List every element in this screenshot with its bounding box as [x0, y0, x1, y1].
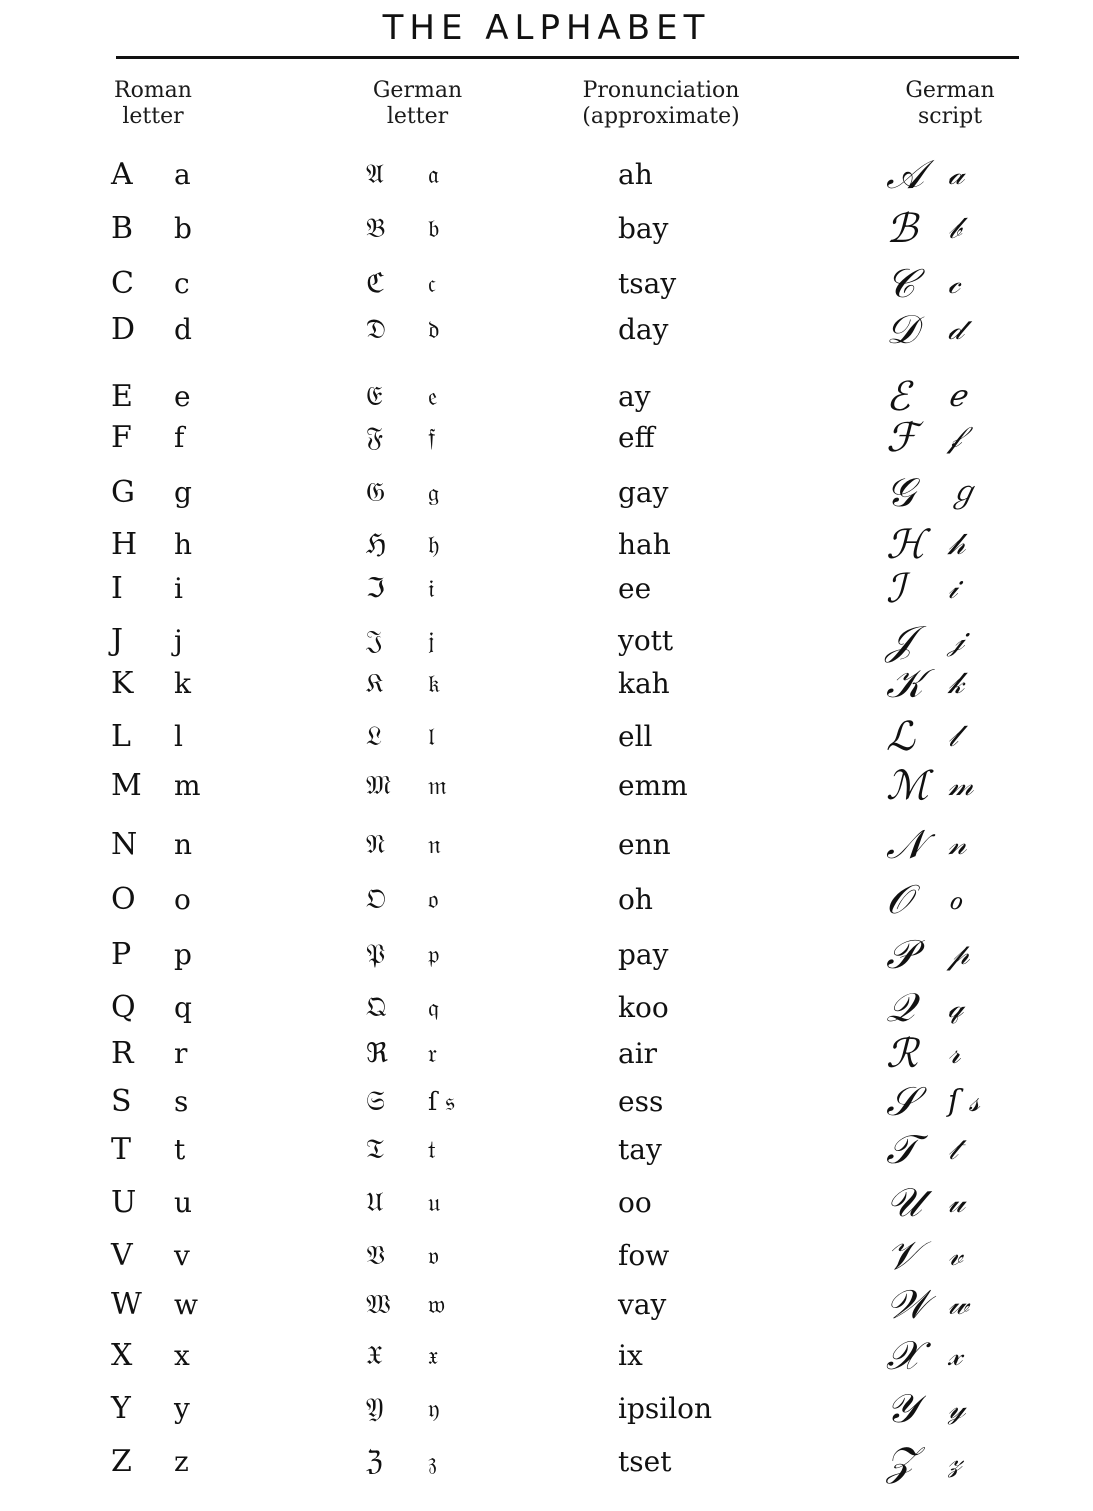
german-letter-lower: 𝔳: [428, 1241, 440, 1270]
german-letter-lower: 𝔪: [428, 771, 447, 800]
roman-letter-upper: A: [111, 157, 133, 192]
pronunciation-text: kah: [618, 667, 670, 700]
roman-letter-lower: j: [174, 624, 183, 657]
roman-letter-lower: r: [174, 1037, 188, 1070]
pronunciation-text: koo: [618, 991, 669, 1024]
pronunciation-text: fow: [618, 1239, 670, 1272]
script-letter-upper: 𝒴: [886, 1386, 918, 1432]
script-letter-upper: 𝒯: [886, 1127, 917, 1173]
pronunciation-text: tset: [618, 1445, 672, 1478]
german-letter-lower: 𝔞: [428, 160, 439, 189]
roman-letter-lower: w: [174, 1288, 198, 1321]
pronunciation-text: tay: [618, 1133, 662, 1166]
pronunciation-text: ipsilon: [618, 1392, 713, 1425]
german-letter-upper: 𝔅: [366, 213, 386, 244]
title-rule: [116, 56, 1019, 59]
column-header-german-letter: [355, 78, 480, 130]
script-letter-lower: ℴ: [948, 882, 962, 917]
roman-letter-upper: K: [111, 666, 134, 701]
pronunciation-text: ah: [618, 158, 653, 191]
pronunciation-text: day: [618, 313, 669, 346]
pronunciation-text: gay: [618, 476, 669, 509]
roman-letter-upper: Y: [111, 1391, 131, 1426]
german-letter-upper: ℜ: [366, 1038, 388, 1069]
script-letter-lower: 𝓍: [948, 1338, 963, 1373]
german-letter-upper: 𝔊: [366, 477, 386, 508]
german-letter-upper: 𝔖: [366, 1086, 385, 1117]
roman-letter-lower: m: [174, 769, 201, 802]
script-letter-lower: 𝒶: [948, 157, 965, 192]
german-letter-lower: 𝔲: [428, 1188, 441, 1217]
roman-letter-lower: v: [174, 1239, 190, 1272]
script-letter-lower: 𝒹: [948, 312, 964, 347]
script-letter-upper: ℬ: [886, 206, 918, 252]
german-letter-upper: 𝔙: [366, 1240, 385, 1271]
table-row: [0, 206, 1093, 252]
roman-letter-lower: q: [174, 991, 192, 1024]
pronunciation-text: hah: [618, 528, 671, 561]
roman-letter-upper: N: [111, 827, 138, 862]
roman-letter-upper: L: [111, 719, 131, 754]
table-row: [0, 1282, 1093, 1328]
column-header-line: script: [917, 104, 983, 129]
roman-letter-lower: n: [174, 828, 193, 861]
pronunciation-text: ix: [618, 1339, 643, 1372]
german-letter-upper: 𝔘: [366, 1187, 384, 1218]
pronunciation-text: ay: [618, 380, 651, 413]
script-letter-lower: 𝓎: [948, 1391, 966, 1426]
german-letter-lower: 𝔱: [428, 1135, 436, 1164]
page-title: THE ALPHABET: [382, 8, 711, 48]
pronunciation-text: air: [618, 1037, 658, 1070]
german-letter-lower: 𝔷: [428, 1447, 437, 1476]
table-row: [0, 307, 1093, 353]
script-letter-upper: 𝒦: [886, 661, 924, 707]
german-letter-lower: 𝔥: [428, 530, 440, 559]
column-header-line: (approximate): [582, 104, 740, 129]
german-letter-upper: 𝔚: [366, 1289, 391, 1320]
roman-letter-lower: t: [174, 1133, 186, 1166]
roman-letter-upper: S: [111, 1084, 132, 1119]
roman-letter-lower: b: [174, 212, 192, 245]
roman-letter-lower: z: [174, 1445, 189, 1478]
pronunciation-text: enn: [618, 828, 671, 861]
script-letter-upper: 𝒥: [886, 618, 914, 664]
script-letter-upper: ℰ: [886, 374, 911, 420]
roman-letter-upper: P: [111, 937, 132, 972]
roman-letter-upper: Z: [111, 1444, 132, 1479]
table-row: [0, 1233, 1093, 1279]
german-letter-lower: 𝔬: [428, 885, 439, 914]
roman-letter-lower: x: [174, 1339, 190, 1372]
german-letter-lower: 𝔭: [428, 940, 440, 969]
script-letter-upper: 𝒢: [886, 470, 915, 516]
german-letter-lower: 𝔵: [428, 1341, 439, 1370]
script-letter-lower: 𝓆: [948, 990, 964, 1025]
script-letter-lower: 𝓋: [948, 1238, 963, 1273]
roman-letter-upper: U: [111, 1185, 137, 1220]
german-letter-upper: 𝔉: [366, 422, 384, 453]
script-letter-lower: 𝓅: [948, 937, 970, 972]
script-letter-upper: 𝒲: [886, 1282, 928, 1328]
table-row: [0, 1439, 1093, 1485]
pronunciation-text: ee: [618, 572, 652, 605]
german-letter-upper: 𝔈: [366, 381, 383, 412]
column-header-line: letter: [122, 104, 184, 129]
script-letter-lower: ℯ: [948, 379, 966, 414]
german-letter-upper: 𝔛: [366, 1340, 383, 1371]
german-letter-lower: 𝔶: [428, 1394, 440, 1423]
pronunciation-text: ell: [618, 720, 653, 753]
script-letter-upper: ℋ: [886, 522, 926, 568]
german-letter-lower: 𝔤: [428, 478, 440, 507]
table-row: [0, 1180, 1093, 1226]
script-letter-lower: 𝒷: [948, 211, 961, 246]
script-letter-upper: 𝒟: [886, 307, 918, 353]
script-letter-upper: ℳ: [886, 763, 929, 809]
script-letter-lower: 𝓁: [948, 719, 958, 754]
script-letter-lower: 𝓀: [948, 666, 965, 701]
german-letter-lower: 𝔫: [428, 830, 441, 859]
roman-letter-lower: f: [174, 421, 185, 454]
german-letter-upper: 𝔄: [366, 159, 384, 190]
script-letter-lower: 𝓃: [948, 827, 967, 862]
german-letter-upper: ℑ: [366, 573, 385, 604]
german-letter-upper: 𝔔: [366, 992, 387, 1023]
script-letter-lower: 𝓏: [948, 1444, 962, 1479]
table-row: [0, 877, 1093, 923]
script-letter-upper: ℐ: [886, 566, 905, 612]
pronunciation-text: emm: [618, 769, 688, 802]
roman-letter-lower: y: [174, 1392, 190, 1425]
table-row: [0, 932, 1093, 978]
roman-letter-lower: k: [174, 667, 191, 700]
german-letter-upper: ℨ: [366, 1446, 383, 1477]
roman-letter-lower: g: [174, 476, 192, 509]
roman-letter-upper: M: [111, 768, 142, 803]
pronunciation-text: tsay: [618, 267, 677, 300]
german-letter-lower: 𝔦: [428, 574, 435, 603]
roman-letter-upper: J: [111, 623, 124, 658]
script-letter-lower: 𝒸: [948, 266, 961, 301]
table-row: [0, 1079, 1093, 1125]
roman-letter-lower: d: [174, 313, 192, 346]
roman-letter-lower: l: [174, 720, 183, 753]
german-letter-lower: 𝔩: [428, 722, 435, 751]
script-letter-upper: 𝒵: [886, 1439, 917, 1485]
script-letter-upper: ℛ: [886, 1031, 918, 1077]
script-letter-upper: 𝒬: [886, 985, 915, 1031]
script-letter-lower: 𝒿: [948, 623, 965, 658]
roman-letter-lower: e: [174, 380, 191, 413]
roman-letter-upper: V: [111, 1238, 133, 1273]
german-letter-lower: ſ 𝔰: [428, 1087, 455, 1116]
table-row: [0, 1386, 1093, 1432]
script-letter-upper: 𝒮: [886, 1079, 917, 1125]
pronunciation-text: vay: [618, 1288, 667, 1321]
script-letter-upper: 𝒪: [886, 877, 912, 923]
roman-letter-upper: W: [111, 1287, 142, 1322]
table-row: [0, 714, 1093, 760]
roman-letter-upper: T: [111, 1132, 132, 1167]
german-letter-lower: 𝔯: [428, 1039, 437, 1068]
roman-letter-upper: E: [111, 379, 133, 414]
roman-letter-lower: c: [174, 267, 190, 300]
german-letter-lower: 𝔡: [428, 315, 440, 344]
table-row: [0, 618, 1093, 664]
table-row: [0, 1333, 1093, 1379]
german-letter-lower: 𝔟: [428, 214, 440, 243]
german-letter-upper: 𝔒: [366, 884, 387, 915]
roman-letter-upper: H: [111, 527, 138, 562]
german-letter-upper: 𝔑: [366, 829, 386, 860]
column-header-line: Roman: [114, 78, 192, 103]
table-row: [0, 1031, 1093, 1077]
table-row: [0, 985, 1093, 1031]
german-letter-lower: 𝔧: [428, 626, 435, 655]
column-header-line: German: [905, 78, 995, 103]
pronunciation-text: eff: [618, 421, 655, 454]
script-letter-lower: 𝓊: [948, 1185, 965, 1220]
script-letter-upper: 𝒫: [886, 932, 915, 978]
roman-letter-upper: C: [111, 266, 134, 301]
column-header-line: Pronunciation: [582, 78, 740, 103]
roman-letter-upper: B: [111, 211, 134, 246]
table-row: [0, 822, 1093, 868]
column-header-german-script: [885, 78, 1015, 130]
script-letter-lower: 𝒾: [948, 571, 958, 606]
table-row: [0, 661, 1093, 707]
table-row: [0, 470, 1093, 516]
script-letter-lower: 𝓉: [948, 1132, 959, 1167]
pronunciation-text: oo: [618, 1186, 652, 1219]
pronunciation-text: ess: [618, 1085, 664, 1118]
german-letter-upper: 𝔍: [366, 625, 383, 656]
table-row: [0, 566, 1093, 612]
roman-letter-upper: X: [111, 1338, 133, 1373]
roman-letter-upper: O: [111, 882, 136, 917]
german-letter-upper: 𝔓: [366, 939, 386, 970]
german-letter-lower: 𝔠: [428, 269, 436, 298]
table-row: [0, 415, 1093, 461]
pronunciation-text: yott: [618, 624, 674, 657]
script-letter-lower: 𝒻: [948, 420, 962, 455]
roman-letter-upper: I: [111, 571, 123, 606]
german-letter-upper: 𝔏: [366, 721, 383, 752]
roman-letter-upper: D: [111, 312, 136, 347]
table-row: [0, 261, 1093, 307]
script-letter-upper: 𝒳: [886, 1333, 921, 1379]
roman-letter-lower: p: [174, 938, 192, 971]
pronunciation-text: bay: [618, 212, 669, 245]
script-letter-upper: 𝒱: [886, 1233, 920, 1279]
german-letter-upper: 𝔇: [366, 314, 387, 345]
german-letter-lower: 𝔨: [428, 669, 440, 698]
roman-letter-upper: F: [111, 420, 132, 455]
script-letter-lower: ſ 𝓈: [948, 1084, 980, 1119]
roman-letter-lower: u: [174, 1186, 193, 1219]
pronunciation-text: pay: [618, 938, 669, 971]
table-row: [0, 1127, 1093, 1173]
german-letter-upper: 𝔜: [366, 1393, 384, 1424]
roman-letter-upper: G: [111, 475, 135, 510]
roman-letter-upper: Q: [111, 990, 136, 1025]
script-letter-upper: ℱ: [886, 415, 918, 461]
script-letter-upper: 𝒜: [886, 152, 924, 198]
table-row: [0, 374, 1093, 420]
script-letter-lower: 𝓂: [948, 768, 974, 803]
roman-letter-lower: s: [174, 1085, 189, 1118]
script-letter-upper: 𝒩: [886, 822, 925, 868]
script-letter-lower: ℊ: [948, 475, 978, 510]
german-letter-upper: 𝔗: [366, 1134, 384, 1165]
script-letter-upper: 𝒞: [886, 261, 916, 307]
german-letter-upper: 𝔐: [366, 770, 391, 801]
script-letter-lower: 𝓌: [948, 1287, 969, 1322]
column-header-line: German: [372, 78, 463, 103]
roman-letter-lower: h: [174, 528, 193, 561]
german-letter-upper: ℌ: [366, 529, 387, 560]
table-row: [0, 522, 1093, 568]
german-letter-lower: 𝔮: [428, 993, 439, 1022]
roman-letter-upper: R: [111, 1036, 134, 1071]
roman-letter-lower: i: [174, 572, 183, 605]
german-letter-lower: 𝔴: [428, 1290, 446, 1319]
roman-letter-lower: a: [174, 158, 191, 191]
pronunciation-text: oh: [618, 883, 653, 916]
script-letter-lower: 𝓇: [948, 1036, 961, 1071]
german-letter-lower: 𝔣: [428, 423, 436, 452]
script-letter-lower: 𝒽: [948, 527, 966, 562]
table-row: [0, 152, 1093, 198]
script-letter-upper: ℒ: [886, 714, 915, 760]
german-letter-upper: 𝔎: [366, 668, 384, 699]
german-letter-lower: 𝔢: [428, 382, 438, 411]
roman-letter-lower: o: [174, 883, 191, 916]
script-letter-upper: 𝒰: [886, 1180, 922, 1226]
german-letter-upper: ℭ: [366, 268, 385, 299]
column-header-roman-letter: [98, 78, 208, 130]
column-header-line: letter: [386, 104, 449, 129]
column-header-pronunciation: [566, 78, 756, 130]
table-row: [0, 763, 1093, 809]
